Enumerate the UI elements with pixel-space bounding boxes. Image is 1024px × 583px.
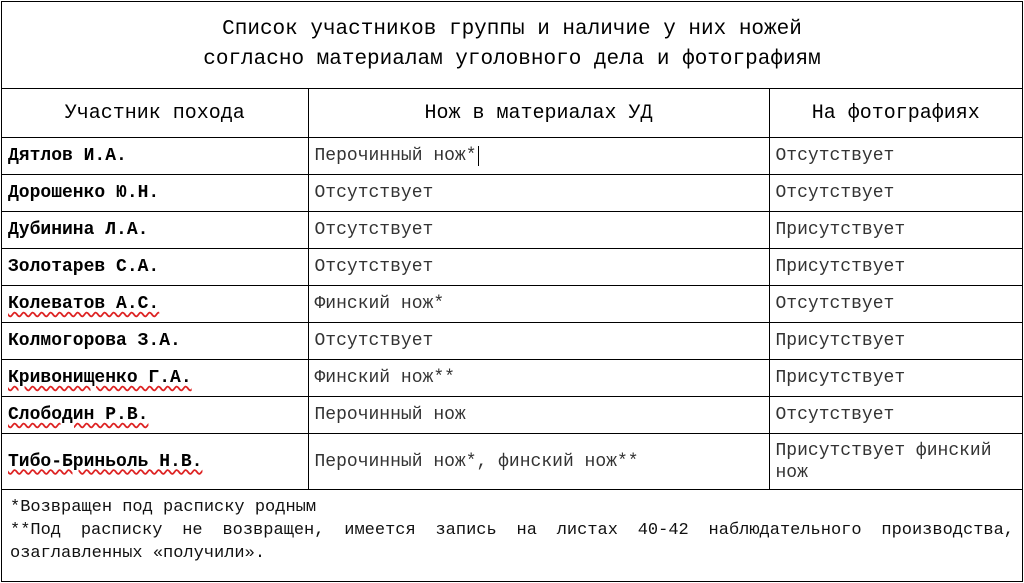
participant-name: Дубинина Л.А. bbox=[2, 212, 308, 249]
table-row bbox=[2, 138, 1022, 175]
case-knife-cell: Перочинный нож*, финский нож** bbox=[308, 434, 769, 490]
case-knife-cell: Перочинный нож bbox=[308, 397, 769, 434]
table-row bbox=[2, 360, 1022, 397]
photo-cell: Присутствует bbox=[769, 323, 1022, 360]
case-knife-cell: Финский нож* bbox=[308, 286, 769, 323]
footnote-1: *Возвращен под расписку родным bbox=[10, 498, 317, 517]
table-row bbox=[2, 434, 1022, 490]
footnotes bbox=[2, 490, 1022, 565]
document-title bbox=[2, 2, 1022, 89]
participant-name: Дятлов И.А. bbox=[2, 138, 308, 175]
title-line-2: согласно материалам уголовного дела и фотографиям bbox=[203, 48, 821, 71]
table-row bbox=[2, 286, 1022, 323]
participant-name: Золотарев С.А. bbox=[2, 249, 308, 286]
column-header-case-knife: Нож в материалах УД bbox=[308, 89, 769, 138]
text-cursor bbox=[315, 146, 479, 166]
case-knife-cell: Отсутствует bbox=[308, 323, 769, 360]
column-header-photos: На фотографиях bbox=[769, 89, 1022, 138]
case-knife-cell: Отсутствует bbox=[308, 249, 769, 286]
spellcheck-underlined-name: Тибо-Бриньоль Н.В. bbox=[8, 451, 203, 472]
case-knife-cell: Финский нож** bbox=[308, 360, 769, 397]
table-row bbox=[2, 323, 1022, 360]
photo-cell: Присутствует bbox=[769, 360, 1022, 397]
photo-cell: Отсутствует bbox=[769, 138, 1022, 175]
table-row bbox=[2, 397, 1022, 434]
participant-name: Дорошенко Ю.Н. bbox=[2, 175, 308, 212]
footnote-2: **Под расписку не возвращен, имеется запись на листах 40-42 наблюдательного производства, озаглавленных «получили». bbox=[10, 521, 1014, 563]
photo-cell: Отсутствует bbox=[769, 397, 1022, 434]
spellcheck-underlined-name: Слободин Р.В. bbox=[8, 405, 149, 425]
case-knife-cell: Отсутствует bbox=[308, 212, 769, 249]
case-knife-cell: Отсутствует bbox=[308, 175, 769, 212]
photo-cell: Отсутствует bbox=[769, 286, 1022, 323]
case-knife-cell[interactable] bbox=[308, 138, 769, 175]
document-page bbox=[1, 1, 1023, 582]
participant-name bbox=[2, 434, 308, 490]
participant-name bbox=[2, 286, 308, 323]
photo-cell: Присутствует bbox=[769, 249, 1022, 286]
case-knife-value: Перочинный нож* bbox=[314, 146, 477, 166]
table-row bbox=[2, 212, 1022, 249]
participants-table bbox=[2, 89, 1022, 490]
table-row bbox=[2, 249, 1022, 286]
participant-name: Колмогорова З.А. bbox=[2, 323, 308, 360]
participant-name bbox=[2, 360, 308, 397]
participant-name bbox=[2, 397, 308, 434]
photo-cell: Отсутствует bbox=[769, 175, 1022, 212]
spellcheck-underlined-name: Колеватов А.С. bbox=[8, 294, 160, 314]
table-header-row bbox=[2, 89, 1022, 138]
spellcheck-underlined-name: Кривонищенко Г.А. bbox=[8, 368, 192, 388]
table-row bbox=[2, 175, 1022, 212]
photo-cell: Присутствует bbox=[769, 212, 1022, 249]
photo-cell: Присутствует финский нож bbox=[769, 434, 1022, 490]
title-line-1: Список участников группы и наличие у них ножей bbox=[222, 18, 802, 41]
column-header-participant: Участник похода bbox=[2, 89, 308, 138]
